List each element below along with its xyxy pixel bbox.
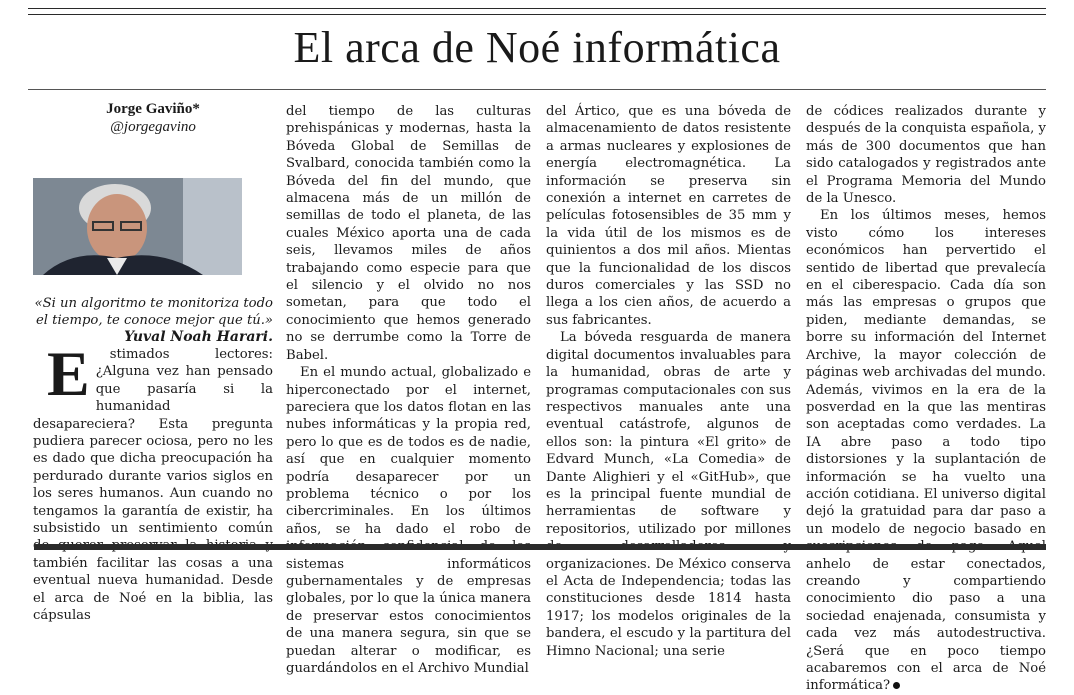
author-photo bbox=[33, 178, 242, 275]
paragraph-intro-text: stimados lectores: ¿Alguna vez han pensado que pasaría si la humanidad desapareciera? Esta pregunta pudiera parecer ociosa, pero no les es dado que dicha preocupación ha perdurado durante varios siglos en los seres humanos. Aun cuando no tengamos la garantía de existir, ha subsistido un sentimiento común también facilitar las cosas a una eventual nueva humanidad. Desde el arca de Noé en la biblia, las cápsulas bbox=[33, 347, 273, 624]
paragraph-intro bbox=[33, 338, 273, 625]
column-3 bbox=[546, 103, 791, 660]
paragraph: En el mundo actual, globalizado e hiperconectado por el internet, pareciera que los datos flotan en las nubes informáticas y la propia red, pero lo que es de todos es de nadie, así que en cualquier momento podría desaparecer por un problema técnico o por los cibercriminales. En los últimos años, se ha dado el robo de sistemas informáticos gubernamentales y de empresas globales, por lo que la única manera de preservar estos conocimientos de una manera segura, sin que se puedan alterar o modificar, es guardándolos en el Archivo Mundial bbox=[286, 365, 531, 676]
bottom-rule bbox=[34, 544, 1046, 550]
quote-text: «Si un algoritmo te monitoriza todo el tiempo, te conoce mejor que tú.» bbox=[34, 296, 273, 328]
paragraph-closing-text: En los últimos meses, hemos visto cómo los intereses económicos han pervertido el sentido de libertad que prevalecía en el ciberespacio. Cada día son más las empresas o grupos que piden, mediante demandas, se borre su información del Internet Archive, la mayor colección de páginas web archivadas del mundo. Además, vivimos en la era de la posverdad en la que las mentiras son aceptadas como verdades. La IA abre paso a todo tipo distorsiones y la suplantación de información se ha vuelto una acción cotidiana. El universo digital dejó la gratuidad para dar paso a un modelo de negocio basado en anhelo de estar conectados, creando y compartiendo conocimiento dio paso a una sociedad enajenada, consumista y cada vez más autodestructiva. ¿Será que en poco tiempo acabaremos con el arca de Noé informática? bbox=[806, 208, 1046, 694]
column-2 bbox=[286, 103, 531, 677]
author-name: Jorge Gaviño* bbox=[106, 101, 200, 117]
title-rule bbox=[28, 89, 1046, 90]
top-rule bbox=[28, 8, 1046, 9]
paragraph: del tiempo de las culturas prehispánicas y modernas, hasta la Bóveda Global de Semillas de Svalbard, conocida también como la Bóveda del fin del mundo, que almacena más de un millón de semillas de todo el planeta, de las cuales México aporta una de cada seis, llevamos miles de años trabajando como especie para que el silencio y el olvido no nos sometan, para que todo el conocimiento que hemos generado no se derrumbe como la Torre de Babel. bbox=[286, 104, 531, 363]
end-mark-icon bbox=[893, 682, 900, 689]
author-portrait-icon bbox=[33, 178, 242, 275]
paragraph: La bóveda resguarda de manera digital documentos invaluables para la humanidad, obras de arte y programas computacionales con sus respectivos manuales ante una eventual catástrofe, algunos de ellos son: la pintura «El grito» de Edvard Munch, «La Comedia» de Dante Alighieri y el «GitHub», que es la principal fuente mundial de herramientas de software y repositorios, utilizado por millones organizaciones. De México conserva el Acta de Independencia; todas las constituciones desde 1814 hasta 1917; los modelos originales de la bandera, el escudo y la partitura del Himno Nacional; una serie bbox=[546, 330, 791, 659]
paragraph-closing bbox=[806, 207, 1046, 694]
top-rule-secondary bbox=[28, 14, 1046, 15]
article-title: El arca de Noé informática bbox=[293, 23, 781, 72]
author-handle: @jorgegavino bbox=[110, 119, 196, 135]
column-4 bbox=[806, 103, 1046, 695]
paragraph: de códices realizados durante y después de la conquista española, y más de 300 documentos que han sido catalogados y registrados ante el Programa Memoria del Mundo de la Unesco. bbox=[806, 104, 1046, 207]
drop-cap: E bbox=[47, 338, 90, 409]
paragraph: del Ártico, que es una bóveda de almacenamiento de datos resistente a armas nucleares y explosiones de energía electromagnética. La información se preserva sin conexión a internet en carretes de películas fotosensibles de 35 mm y la vida útil de los mismos es de quinientos a dos mil años. Mientas que la funcionalidad de los discos duros comerciales y las SSD no llega a los cien años, de acuerdo a sus fabricantes. bbox=[546, 104, 791, 328]
quote-attribution: Yuval Noah Harari. bbox=[124, 329, 273, 345]
